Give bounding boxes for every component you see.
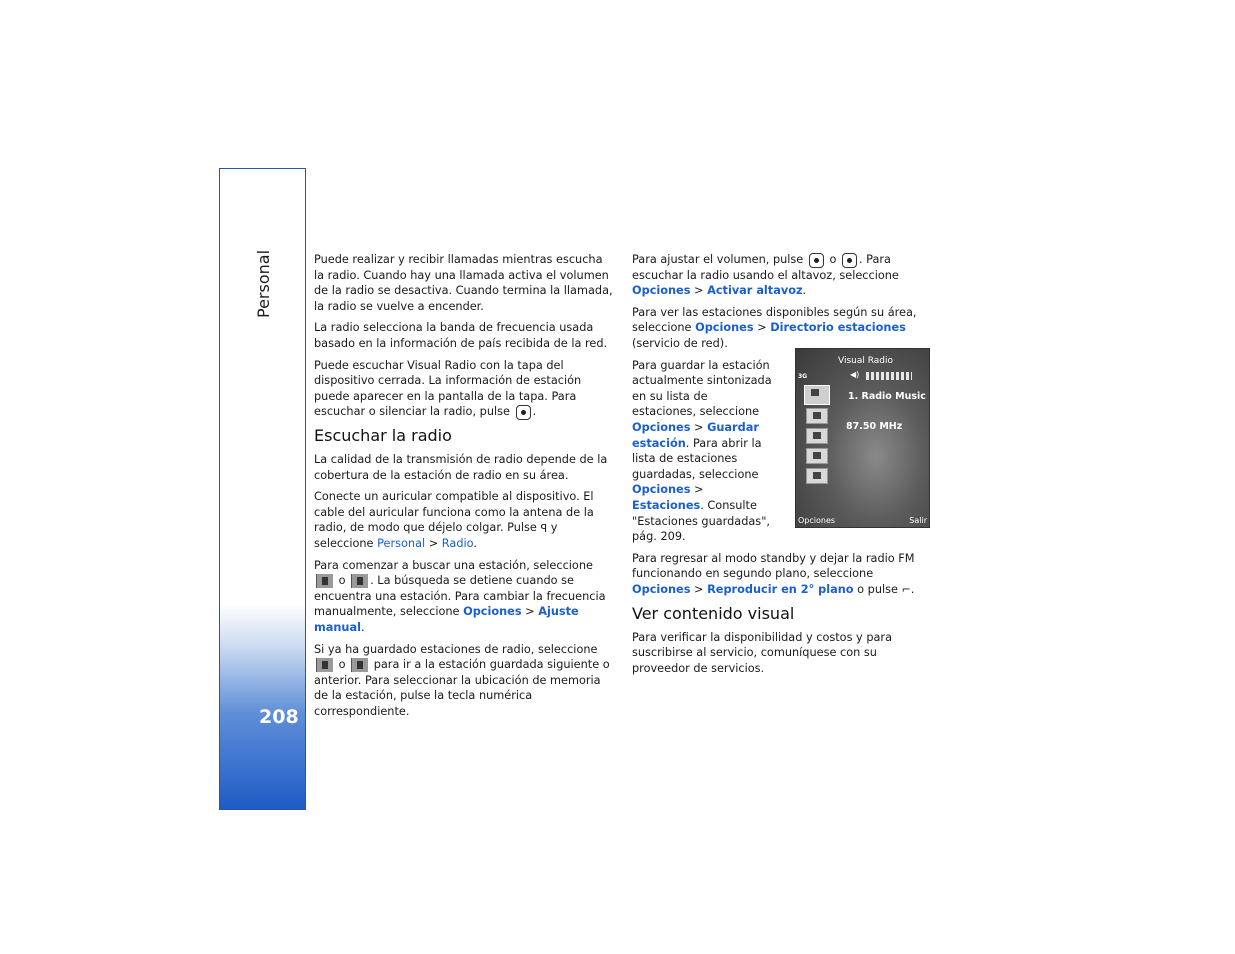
punctuation: . <box>910 582 915 596</box>
network-indicator: 3G <box>798 373 808 380</box>
paragraph <box>632 305 932 352</box>
visual-service-button[interactable] <box>806 468 828 484</box>
paragraph-text: Para regresar al modo standby y dejar la radio FM funcionando en segundo plano, seleccione <box>632 551 915 581</box>
menu-link-personal[interactable]: Personal <box>377 537 426 551</box>
paragraph-text: Puede escuchar Visual Radio con la tapa del dispositivo cerrada. La información de estación puede aparecer en la pantalla de la tapa. Para escuchar o silenciar la radio, pulse <box>314 358 582 419</box>
paragraph-text: para ir a la estación guardada siguiente o anterior. Para seleccionar la ubicación de memoria de la estación, pulse la tecla numérica correspondiente. <box>314 658 610 719</box>
menu-link-opciones[interactable]: Opciones <box>632 483 691 497</box>
menu-link-reproducir-segundo-plano[interactable]: Reproducir en 2° plano <box>707 582 854 596</box>
page-number: 208 <box>259 706 299 728</box>
menu-link-opciones[interactable]: Opciones <box>632 284 691 298</box>
paragraph <box>632 358 772 545</box>
paragraph-text: . Para abrir la lista de estaciones guardadas, seleccione <box>632 436 762 481</box>
volume-up-key-icon <box>842 253 857 268</box>
right-softkey[interactable]: Salir <box>909 516 927 525</box>
paragraph-text: o pulse <box>857 582 898 596</box>
menu-link-opciones[interactable]: Opciones <box>632 582 691 596</box>
seek-up-button[interactable] <box>806 428 828 444</box>
paragraph-text: Si ya ha guardado estaciones de radio, seleccione <box>314 642 598 656</box>
paragraph: Puede realizar y recibir llamadas mientras escucha la radio. Cuando hay una llamada activa el volumen de la radio se desactiva. Cuando termina la llamada, la radio se vuelve a encender. <box>314 253 613 313</box>
previous-station-button[interactable] <box>806 408 828 424</box>
separator: > <box>428 537 439 551</box>
paragraph-text: Conecte un auricular compatible al dispositivo. El cable del auricular funciona como la antena de la radio, de modo que déjelo colgar. Pulse <box>314 490 594 535</box>
paragraph <box>314 489 616 552</box>
seek-down-icon <box>351 574 368 588</box>
paragraph-text: . Para escuchar la radio usando el altavoz, seleccione <box>632 253 899 282</box>
menu-link-guardar-estacion[interactable]: Guardar estación <box>632 420 759 450</box>
paragraph-text: Para ver las estaciones disponibles según su área, seleccione <box>632 305 917 335</box>
separator: > <box>525 605 535 619</box>
paragraph-text: . Consulte "Estaciones guardadas", pág. 209. <box>632 498 770 544</box>
volume-down-key-icon <box>809 253 824 268</box>
paragraph-text: y seleccione <box>314 521 558 551</box>
punctuation: . <box>532 405 537 419</box>
menu-link-activar-altavoz[interactable]: Activar altavoz <box>707 284 803 298</box>
separator: > <box>694 582 704 596</box>
menu-link-opciones[interactable]: Opciones <box>695 321 754 335</box>
menu-link-opciones[interactable]: Opciones <box>463 605 522 619</box>
app-title: Visual Radio <box>838 356 894 366</box>
punctuation: . <box>802 284 807 298</box>
conjunction: o <box>829 253 837 266</box>
paragraph-text: . La búsqueda se detiene cuando se encuentra una estación. Para cambiar la frecuencia manualmente, seleccione <box>314 574 606 619</box>
section-title: Personal <box>254 249 273 318</box>
paragraph <box>632 551 932 598</box>
menu-link-directorio-estaciones[interactable]: Directorio estaciones <box>770 321 906 335</box>
next-station-button[interactable] <box>804 385 830 405</box>
heading-escuchar-radio: Escuchar la radio <box>314 425 452 445</box>
visual-radio-screenshot <box>795 348 930 528</box>
paragraph <box>314 558 616 636</box>
separator: > <box>757 321 767 335</box>
separator: > <box>694 420 704 434</box>
end-key-icon: ⌐ <box>901 583 911 597</box>
volume-bar <box>866 372 912 380</box>
menu-link-opciones[interactable]: Opciones <box>632 420 691 434</box>
seek-up-icon <box>316 574 333 588</box>
paragraph-text: (servicio de red). <box>632 336 728 350</box>
paragraph <box>632 252 932 299</box>
paragraph-text: Para comenzar a buscar una estación, seleccione <box>314 558 593 572</box>
paragraph: Para verificar la disponibilidad y costos y para suscribirse al servicio, comuníquese con su proveedor de servicios. <box>632 630 892 675</box>
next-station-icon <box>316 658 333 672</box>
paragraph <box>314 642 616 720</box>
separator: > <box>694 284 704 298</box>
heading-ver-contenido-visual: Ver contenido visual <box>632 603 795 623</box>
navi-key-icon <box>516 405 531 420</box>
left-column <box>314 252 616 726</box>
paragraph: La calidad de la transmisión de radio depende de la cobertura de la estación de radio en su área. <box>314 452 608 482</box>
conjunction: o <box>338 574 346 588</box>
paragraph <box>314 358 616 420</box>
menu-key-icon: ꟼ <box>540 521 548 535</box>
station-frequency: 87.50 MHz <box>846 421 903 432</box>
menu-link-radio[interactable]: Radio <box>441 537 474 551</box>
punctuation: . <box>473 537 477 551</box>
left-softkey[interactable]: Opciones <box>798 516 836 525</box>
paragraph-text: Para guardar la estación actualmente sintonizada en su lista de estaciones, seleccione <box>632 358 772 419</box>
menu-link-ajuste-manual[interactable]: Ajuste manual <box>314 605 579 635</box>
station-name: 1. Radio Music <box>848 391 926 402</box>
seek-down-button[interactable] <box>806 448 828 464</box>
separator: > <box>694 483 704 497</box>
speaker-icon: ◀) <box>850 370 860 379</box>
previous-station-icon <box>351 658 368 672</box>
menu-link-estaciones[interactable]: Estaciones <box>632 498 701 512</box>
paragraph: La radio selecciona la banda de frecuencia usada basado en la información de país recibida de la red. <box>314 321 608 350</box>
punctuation: . <box>360 621 365 635</box>
paragraph-text: Para ajustar el volumen, pulse <box>632 253 804 266</box>
conjunction: o <box>338 658 346 672</box>
